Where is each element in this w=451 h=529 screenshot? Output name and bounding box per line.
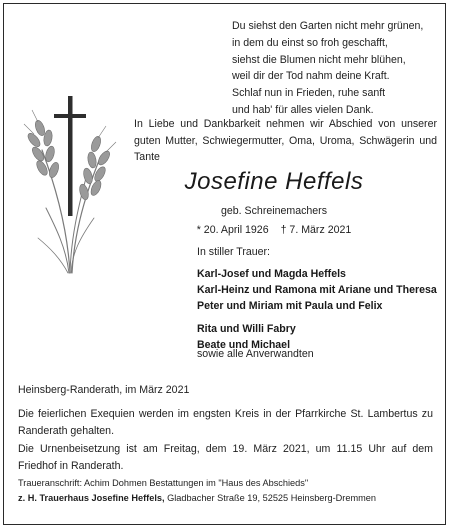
cross-wheat-icon [20,88,120,278]
address-line [18,491,438,506]
mourner-line: Karl-Heinz und Ramona mit Ariane und Theresa [197,284,437,297]
address-street: Gladbacher Straße 19, 52525 Heinsberg-Dremmen [164,493,376,503]
deceased-name: Josefine Heffels [184,168,364,195]
urn-burial-paragraph: Die Urnenbeisetzung ist am Freitag, dem 19. März 2021, um 11.15 Uhr auf dem Friedhof in Randerath. [18,443,433,472]
poem-line: und hab' für alles vielen Dank. [232,103,374,116]
mourner-line: Rita und Willi Fabry [197,322,296,335]
birth-name: geb. Schreinemachers [221,205,327,217]
mourning-address [18,476,438,506]
poem-line: Schlaf nun in Frieden, ruhe sanft [232,87,386,100]
mourner-line: Karl-Josef und Magda Heffels [197,268,346,280]
place-date: Heinsberg-Randerath, im März 2021 [18,384,190,396]
exequies-paragraph: Die feierlichen Exequien werden im engsten Kreis in der Pfarrkirche St. Lambertus zu Randerath gehalten. [18,408,433,437]
mourner-line: Beate und Michael [197,338,291,351]
poem-line: weil dir der Tod nahm deine Kraft. [232,70,390,83]
intro-text: In Liebe und Dankbarkeit nehmen wir Abschied von unserer guten Mutter, Schwiegermutter, Oma, Uroma, Schwägerin und Tante [134,118,437,163]
address-recipient: z. H. Trauerhaus Josefine Heffels, [18,493,165,503]
poem-line: siehst die Blumen nicht mehr blühen, [232,53,406,66]
life-dates [134,224,414,236]
funeral-home-line: Traueranschrift: Achim Dohmen Bestattungen im "Haus des Abschieds" [18,478,309,488]
relatives-line: sowie alle Anverwandten [197,348,314,360]
death-date: † 7. März 2021 [280,224,352,236]
poem-line: Du siehst den Garten nicht mehr grünen, [232,20,424,32]
mourners-list [197,266,442,353]
mourning-label: In stiller Trauer: [197,246,271,258]
poem-line: in dem du einst so froh geschafft, [232,36,388,49]
birth-date: * 20. April 1926 [196,224,269,236]
poem [232,18,442,119]
mourner-line: Peter und Miriam mit Paula und Felix [197,300,383,313]
